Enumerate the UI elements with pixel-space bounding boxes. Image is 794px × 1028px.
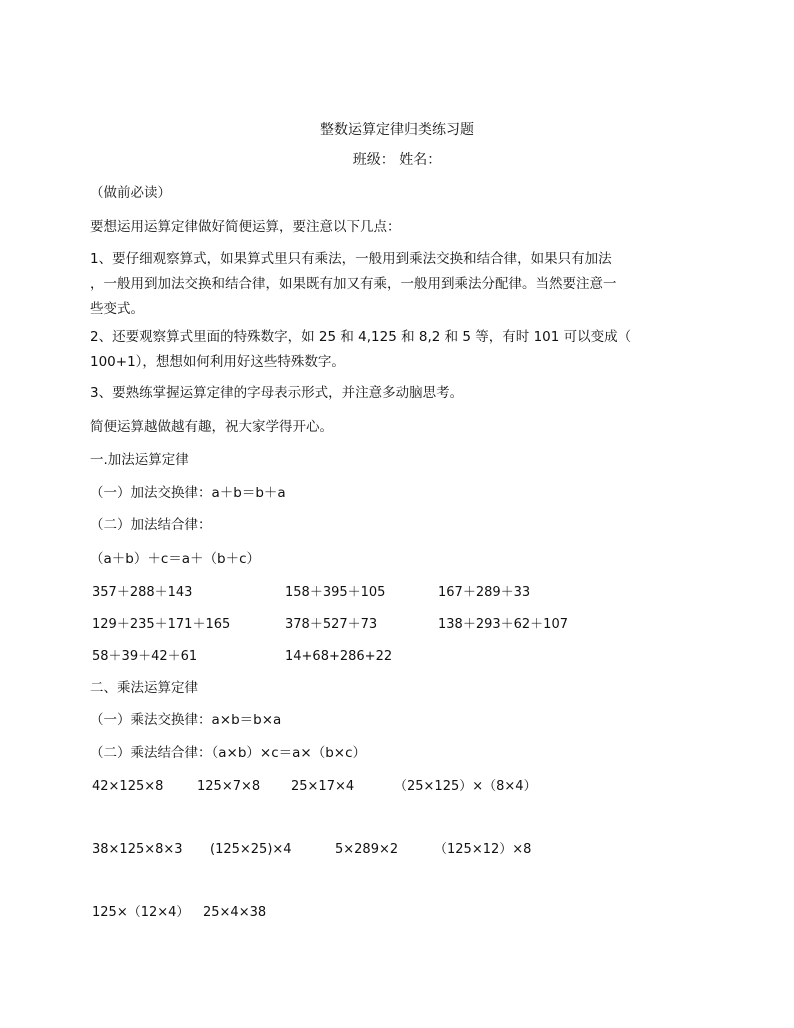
exercise: 129＋235＋171＋165 bbox=[92, 617, 231, 632]
exercise: 58＋39＋42＋61 bbox=[92, 649, 198, 664]
closing-wish: 简便运算越做越有趣，祝大家学得开心。 bbox=[90, 419, 333, 435]
section-1-heading: 一.加法运算定律 bbox=[90, 452, 189, 468]
exercise: 5×289×2 bbox=[335, 842, 399, 857]
class-name-line: 班级： 姓名： bbox=[352, 152, 442, 168]
exercise: 357＋288＋143 bbox=[92, 585, 193, 600]
exercise: 138＋293＋62＋107 bbox=[438, 617, 568, 632]
tip-1-line-3: 些变式。 bbox=[90, 301, 144, 317]
exercise: （25×125）×（8×4） bbox=[394, 779, 537, 794]
read-first-note: （做前必读） bbox=[90, 185, 171, 201]
exercise: 25×17×4 bbox=[291, 779, 355, 794]
addition-associative-formula: （a＋b）＋c＝a＋（b＋c） bbox=[90, 551, 261, 567]
tip-paragraph-2 bbox=[90, 325, 702, 375]
tip-paragraph-1 bbox=[90, 247, 702, 322]
addition-associative-law: （二）加法结合律： bbox=[90, 517, 212, 533]
exercise: （125×12）×8 bbox=[434, 842, 532, 857]
tip-2-line-1: 2、还要观察算式里面的特殊数字，如 25 和 4,125 和 8,2 和 5 等，有时 101 可以变成（ bbox=[90, 329, 632, 345]
exercise: 167＋289＋33 bbox=[438, 585, 531, 600]
multiplication-commutative-law: （一）乘法交换律：a×b＝b×a bbox=[90, 712, 282, 728]
addition-commutative-law: （一）加法交换律：a＋b＝b＋a bbox=[90, 485, 286, 501]
exercise: 25×4×38 bbox=[203, 905, 267, 920]
exercise: 42×125×8 bbox=[92, 779, 164, 794]
exercise: 14+68+286+22 bbox=[285, 649, 393, 664]
exercise: 125×（12×4） bbox=[92, 905, 190, 920]
tip-1-line-2: ，一般用到加法交换和结合律，如果既有加又有乘，一般用到乘法分配律。当然要注意一 bbox=[90, 276, 617, 292]
section-2-heading: 二、乘法运算定律 bbox=[90, 680, 198, 696]
intro-text: 要想运用运算定律做好简便运算，要注意以下几点： bbox=[90, 219, 401, 235]
exercise: 158＋395＋105 bbox=[285, 585, 386, 600]
exercise: (125×25)×4 bbox=[210, 842, 292, 857]
exercise: 38×125×8×3 bbox=[92, 842, 183, 857]
tip-2-line-2: 100+1），想想如何利用好这些特殊数字。 bbox=[90, 354, 345, 370]
tip-paragraph-3: 3、要熟练掌握运算定律的字母表示形式，并注意多动脑思考。 bbox=[90, 385, 464, 401]
page-title: 整数运算定律归类练习题 bbox=[320, 122, 474, 138]
exercise: 378＋527＋73 bbox=[285, 617, 378, 632]
exercise: 125×7×8 bbox=[197, 779, 261, 794]
multiplication-associative-law: （二）乘法结合律：（a×b）×c＝a×（b×c） bbox=[90, 745, 367, 761]
tip-1-line-1: 1、要仔细观察算式，如果算式里只有乘法，一般用到乘法交换和结合律，如果只有加法 bbox=[90, 251, 612, 267]
